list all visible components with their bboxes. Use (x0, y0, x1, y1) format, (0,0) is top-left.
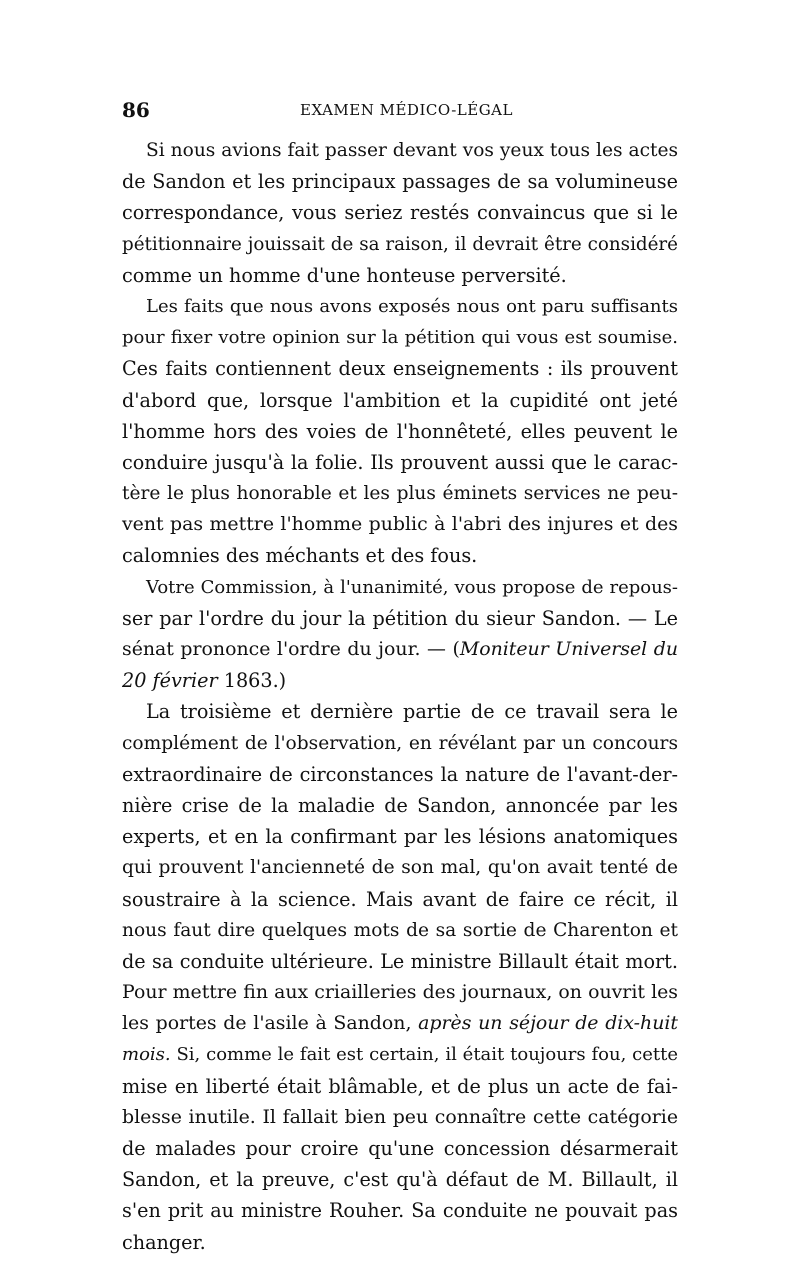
text-run: Les faits que nous avons exposés nous ont paru suffisants (146, 295, 678, 317)
text-run: nous faut dire quelques mots de sa sortie de Charenton et (122, 919, 678, 941)
text-line (122, 1227, 678, 1258)
text-line (122, 447, 678, 478)
text-run: s'en prit au ministre Rouher. Sa conduite ne pouvait pas (122, 1199, 678, 1223)
text-line (122, 478, 678, 509)
text-line (122, 852, 678, 883)
text-run: sénat prononce l'ordre du jour. — ( (122, 638, 460, 660)
text-run: les portes de l'asile à Sandon, (122, 1012, 419, 1035)
text-run: vent pas mettre l'homme public à l'abri des injures et des (122, 513, 678, 536)
page-number: 86 (122, 98, 150, 122)
italic-text-run: après un séjour de dix-huit (418, 1012, 678, 1035)
text-run: Si nous avions fait passer devant vos yeux tous les actes (146, 140, 678, 161)
text-run: soustraire à la science. Mais avant de faire ce récit, il (122, 887, 678, 911)
text-line (122, 1071, 678, 1102)
text-line (122, 322, 678, 353)
text-line (122, 790, 678, 821)
page-header (122, 98, 678, 126)
text-line (122, 540, 678, 571)
text-line (122, 385, 678, 416)
text-line (122, 696, 678, 727)
text-line (122, 416, 678, 447)
text-run: comme un homme d'une honteuse perversité. (122, 263, 567, 287)
text-run: Votre Commission, à l'unanimité, vous propose de repous- (146, 576, 678, 598)
text-run: La troisième et dernière partie de ce travail sera le (146, 700, 678, 724)
text-run: complément de l'observation, en révélant par un concours (122, 732, 678, 754)
text-run: blesse inutile. Il fallait bien peu connaître cette catégorie (122, 1105, 678, 1128)
text-run: 1863.) (217, 669, 287, 693)
body-text (122, 135, 678, 1258)
text-line (122, 1195, 678, 1226)
text-line (122, 665, 678, 696)
text-line (122, 1039, 678, 1070)
text-run: ser par l'ordre du jour la pétition du sieur Sandon. — Le (122, 606, 678, 630)
text-line (122, 291, 678, 322)
text-run: qui prouvent l'ancienneté de son mal, qu'on avait tenté de (122, 857, 678, 879)
text-run: pour fixer votre opinion sur la pétition qui vous est soumise. (122, 327, 678, 349)
text-line (122, 509, 678, 540)
text-line (122, 229, 678, 260)
text-line (122, 1164, 678, 1195)
italic-text-run: Moniteur Universel du (459, 638, 678, 660)
text-run: Ces faits contiennent deux enseignements : ils prouvent (122, 357, 678, 381)
text-run: l'homme hors des voies de l'honnêteté, elles peuvent le (122, 419, 678, 443)
text-line (122, 1008, 678, 1039)
running-title: EXAMEN MÉDICO-LÉGAL (300, 101, 513, 119)
text-run: experts, et en la confirmant par les lésions anatomiques (122, 825, 678, 849)
text-run: Pour mettre fin aux criailleries des journaux, on ouvrit les (122, 981, 678, 1004)
text-run: conduire jusqu'à la folie. Ils prouvent aussi que le carac- (122, 450, 678, 474)
italic-text-run: 20 février (122, 669, 218, 693)
text-run: tère le plus honorable et les plus éminets services ne peu- (122, 483, 678, 505)
text-line (122, 728, 678, 759)
text-line (122, 821, 678, 852)
text-line (122, 260, 678, 291)
text-run: de Sandon et les principaux passages de sa volumineuse (122, 170, 678, 194)
text-run: correspondance, vous seriez restés convaincus que si le (122, 201, 678, 225)
text-run: mise en liberté était blâmable, et de plus un acte de fai- (122, 1074, 678, 1098)
text-run: changer. (122, 1230, 206, 1254)
text-run: nière crise de la maladie de Sandon, annoncée par les (122, 793, 678, 817)
text-line (122, 166, 678, 197)
text-run: pétitionnaire jouissait de sa raison, il devrait être considéré (122, 233, 678, 255)
text-line (122, 353, 678, 384)
text-line (122, 135, 678, 166)
text-line (122, 1102, 678, 1133)
text-line (122, 634, 678, 665)
text-line (122, 884, 678, 915)
text-line (122, 977, 678, 1008)
text-line (122, 759, 678, 790)
text-line (122, 915, 678, 946)
text-line (122, 197, 678, 228)
text-run: Sandon, et la preuve, c'est qu'à défaut de M. Billault, il (122, 1168, 678, 1192)
text-run: extraordinaire de circonstances la nature de l'avant-der- (122, 762, 678, 786)
italic-text-run: mois. (122, 1044, 171, 1066)
text-line (122, 572, 678, 603)
text-line (122, 603, 678, 634)
text-run: d'abord que, lorsque l'ambition et la cupidité ont jeté (122, 388, 678, 412)
text-line (122, 946, 678, 977)
text-run: calomnies des méchants et des fous. (122, 544, 478, 568)
text-run: Si, comme le fait est certain, il était toujours fou, cette (170, 1044, 678, 1066)
text-run: de sa conduite ultérieure. Le ministre Billault était mort. (122, 949, 678, 973)
text-run: de malades pour croire qu'une concession désarmerait (122, 1137, 678, 1160)
text-line (122, 1133, 678, 1164)
